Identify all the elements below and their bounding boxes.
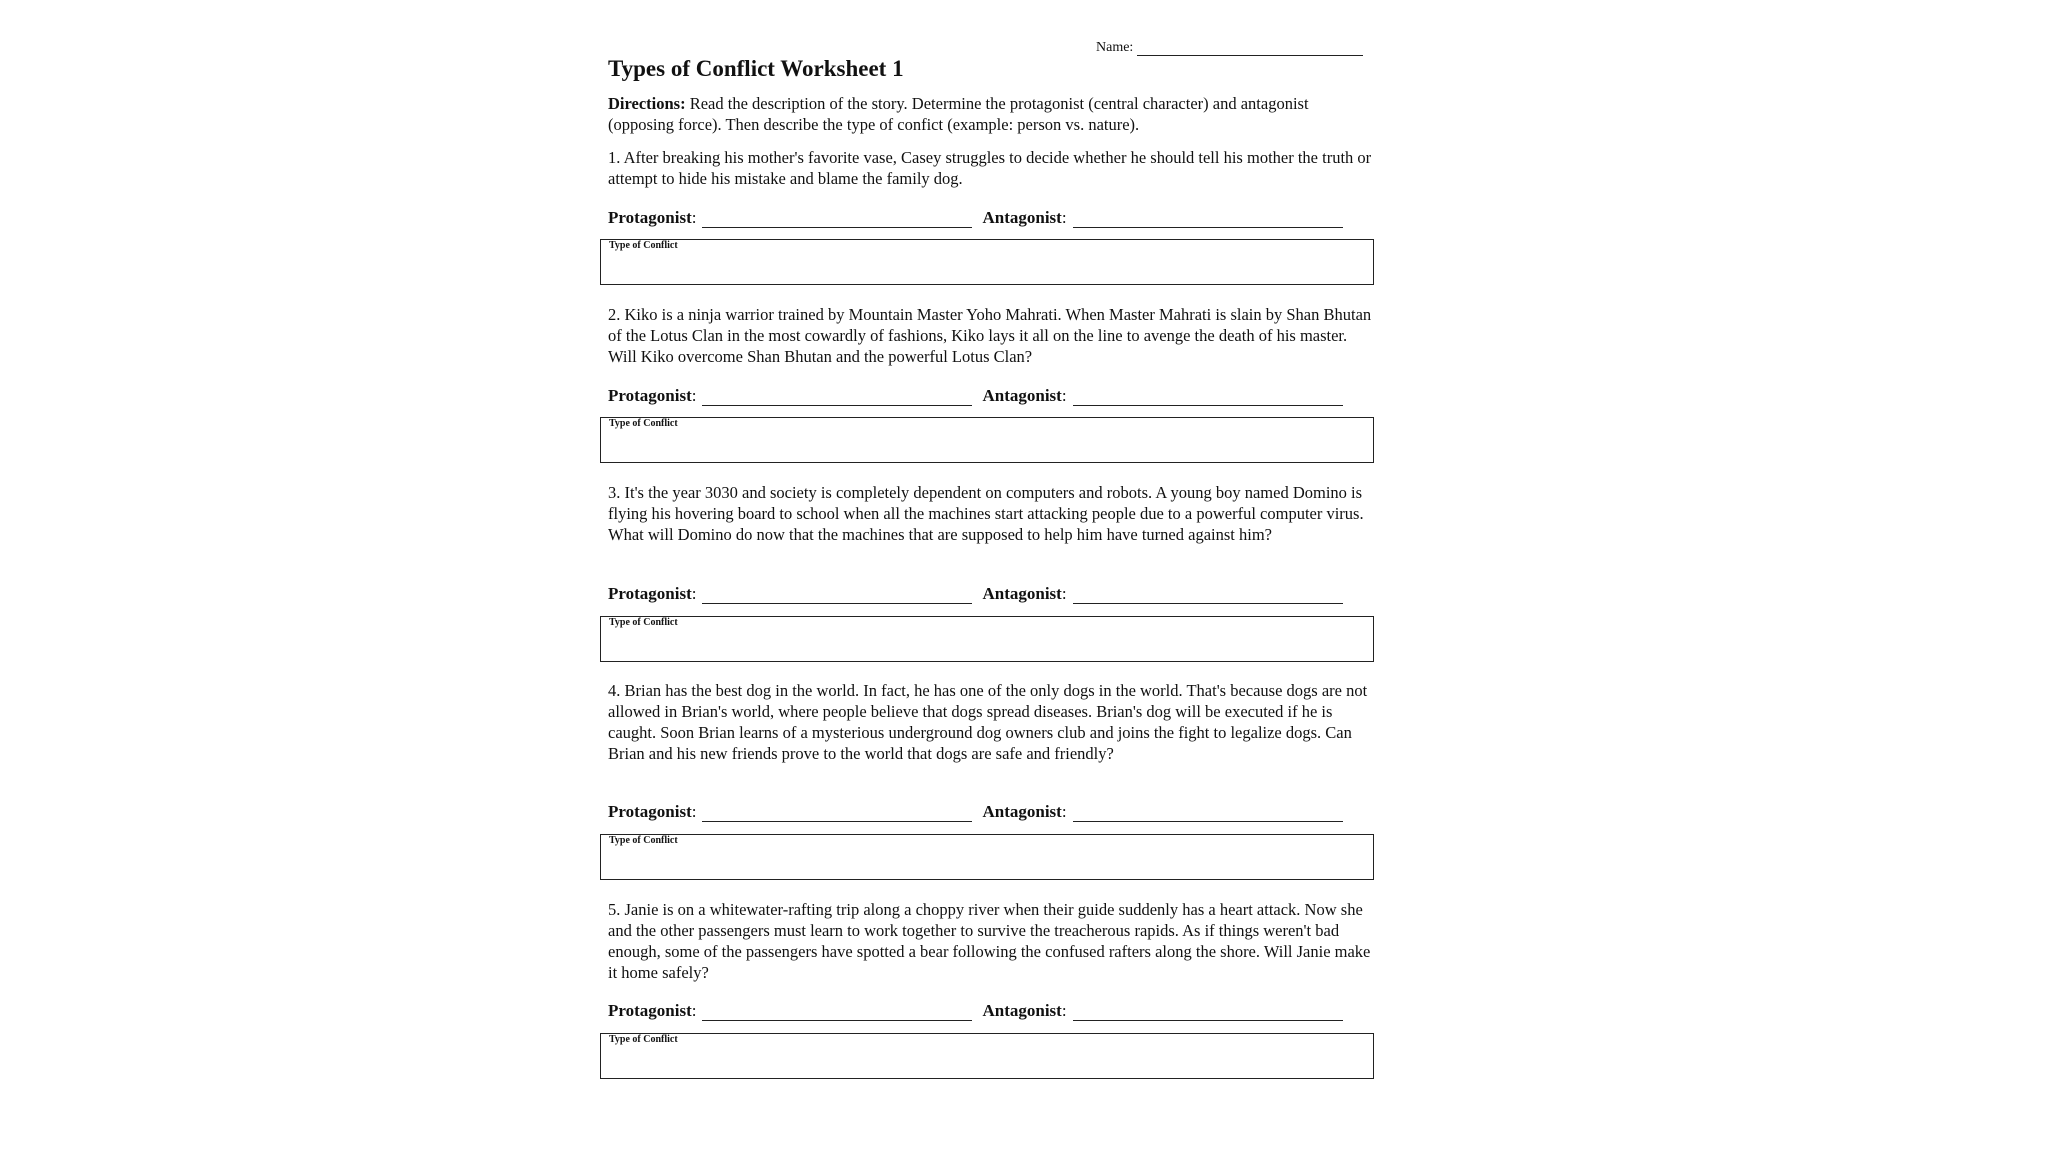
protagonist-label: Protagonist: [608, 1001, 692, 1020]
antagonist-blank[interactable]: [1073, 389, 1343, 406]
answer-row-3: [608, 584, 1368, 604]
directions-label: Directions:: [608, 94, 686, 113]
name-label: Name:: [1096, 40, 1134, 55]
directions: [608, 93, 1378, 135]
colon: :: [1061, 386, 1067, 405]
conflict-box-1[interactable]: [600, 239, 1374, 285]
conflict-box-5[interactable]: [600, 1033, 1374, 1079]
conflict-box-label: Type of Conflict: [609, 240, 678, 251]
protagonist-label: Protagonist: [608, 802, 692, 821]
question-3: 3. It's the year 3030 and society is completely dependent on computers and robots. A young boy named Domino is flying his hovering board to school when all the machines start attacking people due to a powerful computer virus. What will Domino do now that the machines that are supposed to help him have turned against him?: [608, 483, 1364, 544]
antagonist-blank[interactable]: [1073, 587, 1343, 604]
colon: :: [1061, 584, 1067, 603]
conflict-box-label: Type of Conflict: [609, 835, 678, 846]
protagonist-blank[interactable]: [702, 1004, 972, 1021]
colon: :: [691, 386, 697, 405]
colon: :: [691, 208, 697, 227]
conflict-box-label: Type of Conflict: [609, 1034, 678, 1045]
colon: :: [691, 1001, 697, 1020]
colon: :: [691, 802, 697, 821]
protagonist-blank[interactable]: [702, 805, 972, 822]
antagonist-label: Antagonist: [982, 584, 1062, 603]
protagonist-label: Protagonist: [608, 584, 692, 603]
colon: :: [1061, 802, 1067, 821]
answer-row-4: [608, 802, 1368, 822]
protagonist-blank[interactable]: [702, 389, 972, 406]
name-field-row: [1096, 40, 1363, 56]
name-blank[interactable]: [1137, 41, 1363, 56]
antagonist-label: Antagonist: [982, 1001, 1062, 1020]
antagonist-label: Antagonist: [982, 386, 1062, 405]
protagonist-label: Protagonist: [608, 386, 692, 405]
question-4: 4. Brian has the best dog in the world. In fact, he has one of the only dogs in the world. That's because dogs are not allowed in Brian's world, where people believe that dogs spread diseases. Brian's dog will be executed if he is caught. Soon Brian learns of a mysterious underground dog owners club and joins the fight to legalize dogs. Can Brian and his new friends prove to the world that dogs are safe and friendly?: [608, 681, 1368, 763]
antagonist-label: Antagonist: [982, 802, 1062, 821]
answer-row-2: [608, 386, 1368, 406]
conflict-box-label: Type of Conflict: [609, 617, 678, 628]
antagonist-blank[interactable]: [1073, 1004, 1343, 1021]
colon: :: [1061, 1001, 1067, 1020]
conflict-box-2[interactable]: [600, 417, 1374, 463]
antagonist-blank[interactable]: [1073, 211, 1343, 228]
conflict-box-4[interactable]: [600, 834, 1374, 880]
question-2: 2. Kiko is a ninja warrior trained by Mountain Master Yoho Mahrati. When Master Mahrati is slain by Shan Bhutan of the Lotus Clan in the most cowardly of fashions, Kiko lays it all on the line to avenge the death of his master. Will Kiko overcome Shan Bhutan and the powerful Lotus Clan?: [608, 305, 1372, 366]
protagonist-blank[interactable]: [702, 211, 972, 228]
colon: :: [1061, 208, 1067, 227]
protagonist-label: Protagonist: [608, 208, 692, 227]
protagonist-blank[interactable]: [702, 587, 972, 604]
antagonist-label: Antagonist: [982, 208, 1062, 227]
question-1: 1. After breaking his mother's favorite vase, Casey struggles to decide whether he should tell his mother the truth or attempt to hide his mistake and blame the family dog.: [608, 148, 1372, 188]
answer-row-1: [608, 208, 1368, 228]
directions-text: Read the description of the story. Determine the protagonist (central character) and antagonist (opposing force). Then describe the type of confict (example: person vs. nature).: [608, 94, 1309, 134]
answer-row-5: [608, 1001, 1368, 1021]
question-5: 5. Janie is on a whitewater-rafting trip along a choppy river when their guide suddenly has a heart attack. Now she and the other passengers must learn to work together to survive the treacherous rapids. As if things weren't bad enough, some of the passengers have spotted a bear following the confused rafters along the shore. Will Janie make it home safely?: [608, 900, 1371, 982]
conflict-box-label: Type of Conflict: [609, 418, 678, 429]
worksheet-title: Types of Conflict Worksheet 1: [608, 56, 904, 81]
conflict-box-3[interactable]: [600, 616, 1374, 662]
antagonist-blank[interactable]: [1073, 805, 1343, 822]
colon: :: [691, 584, 697, 603]
